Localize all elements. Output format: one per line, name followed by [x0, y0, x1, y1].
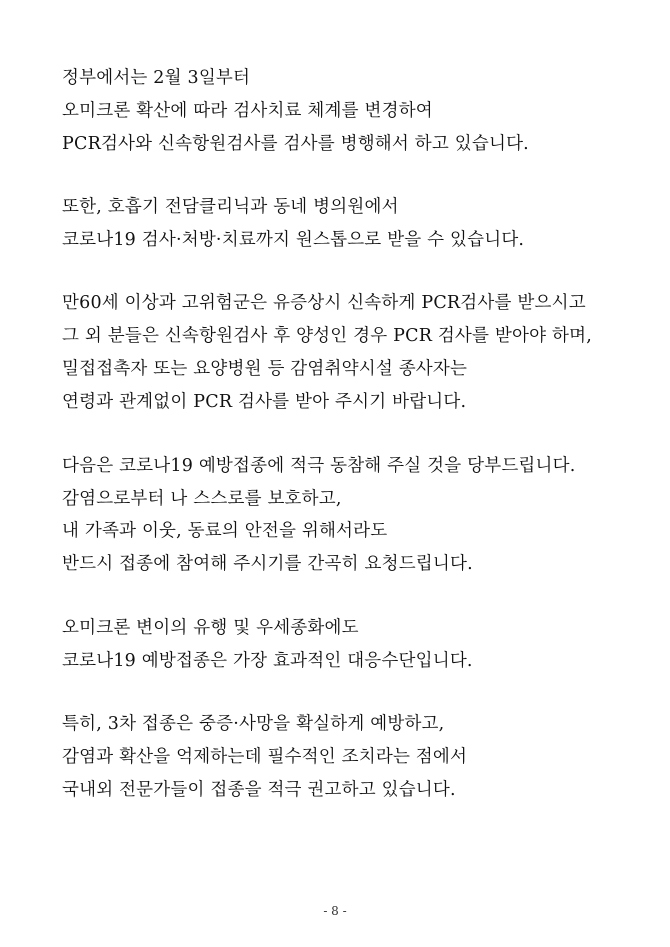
- text-line: 반드시 접종에 참여해 주시기를 간곡히 요청드립니다.: [62, 554, 473, 574]
- text-line: 밀접접촉자 또는 요양병원 등 감염취약시설 종사자는: [62, 359, 468, 379]
- page-number: - 8 -: [323, 904, 347, 918]
- text-line: 특히, 3차 접종은 중증·사망을 확실하게 예방하고,: [62, 714, 445, 734]
- text-line: 오미크론 확산에 따라 검사치료 체계를 변경하여: [62, 101, 433, 121]
- text-line: PCR검사와 신속항원검사를 검사를 병행해서 하고 있습니다.: [62, 134, 529, 154]
- text-line: 내 가족과 이웃, 동료의 안전을 위해서라도: [62, 521, 388, 541]
- text-line: 국내외 전문가들이 접종을 적극 권고하고 있습니다.: [62, 780, 456, 800]
- text-line: 감염으로부터 나 스스로를 보호하고,: [62, 489, 342, 509]
- text-line: 만60세 이상과 고위험군은 유증상시 신속하게 PCR검사를 받으시고: [62, 293, 586, 313]
- text-line: 코로나19 예방접종은 가장 효과적인 대응수단입니다.: [62, 651, 473, 671]
- text-line: 연령과 관계없이 PCR 검사를 받아 주시기 바랍니다.: [62, 392, 467, 412]
- text-line: 정부에서는 2월 3일부터: [62, 68, 251, 88]
- text-line: 오미크론 변이의 유행 및 우세종화에도: [62, 618, 359, 638]
- text-line: 감염과 확산을 억제하는데 필수적인 조치라는 점에서: [62, 747, 468, 767]
- text-line: 그 외 분들은 신속항원검사 후 양성인 경우 PCR 검사를 받아야 하며,: [62, 326, 592, 346]
- text-line: 또한, 호흡기 전담클리닉과 동네 병의원에서: [62, 197, 399, 217]
- text-line: 코로나19 검사·처방·치료까지 원스톱으로 받을 수 있습니다.: [62, 230, 525, 250]
- text-line: 다음은 코로나19 예방접종에 적극 동참해 주실 것을 당부드립니다.: [62, 456, 576, 476]
